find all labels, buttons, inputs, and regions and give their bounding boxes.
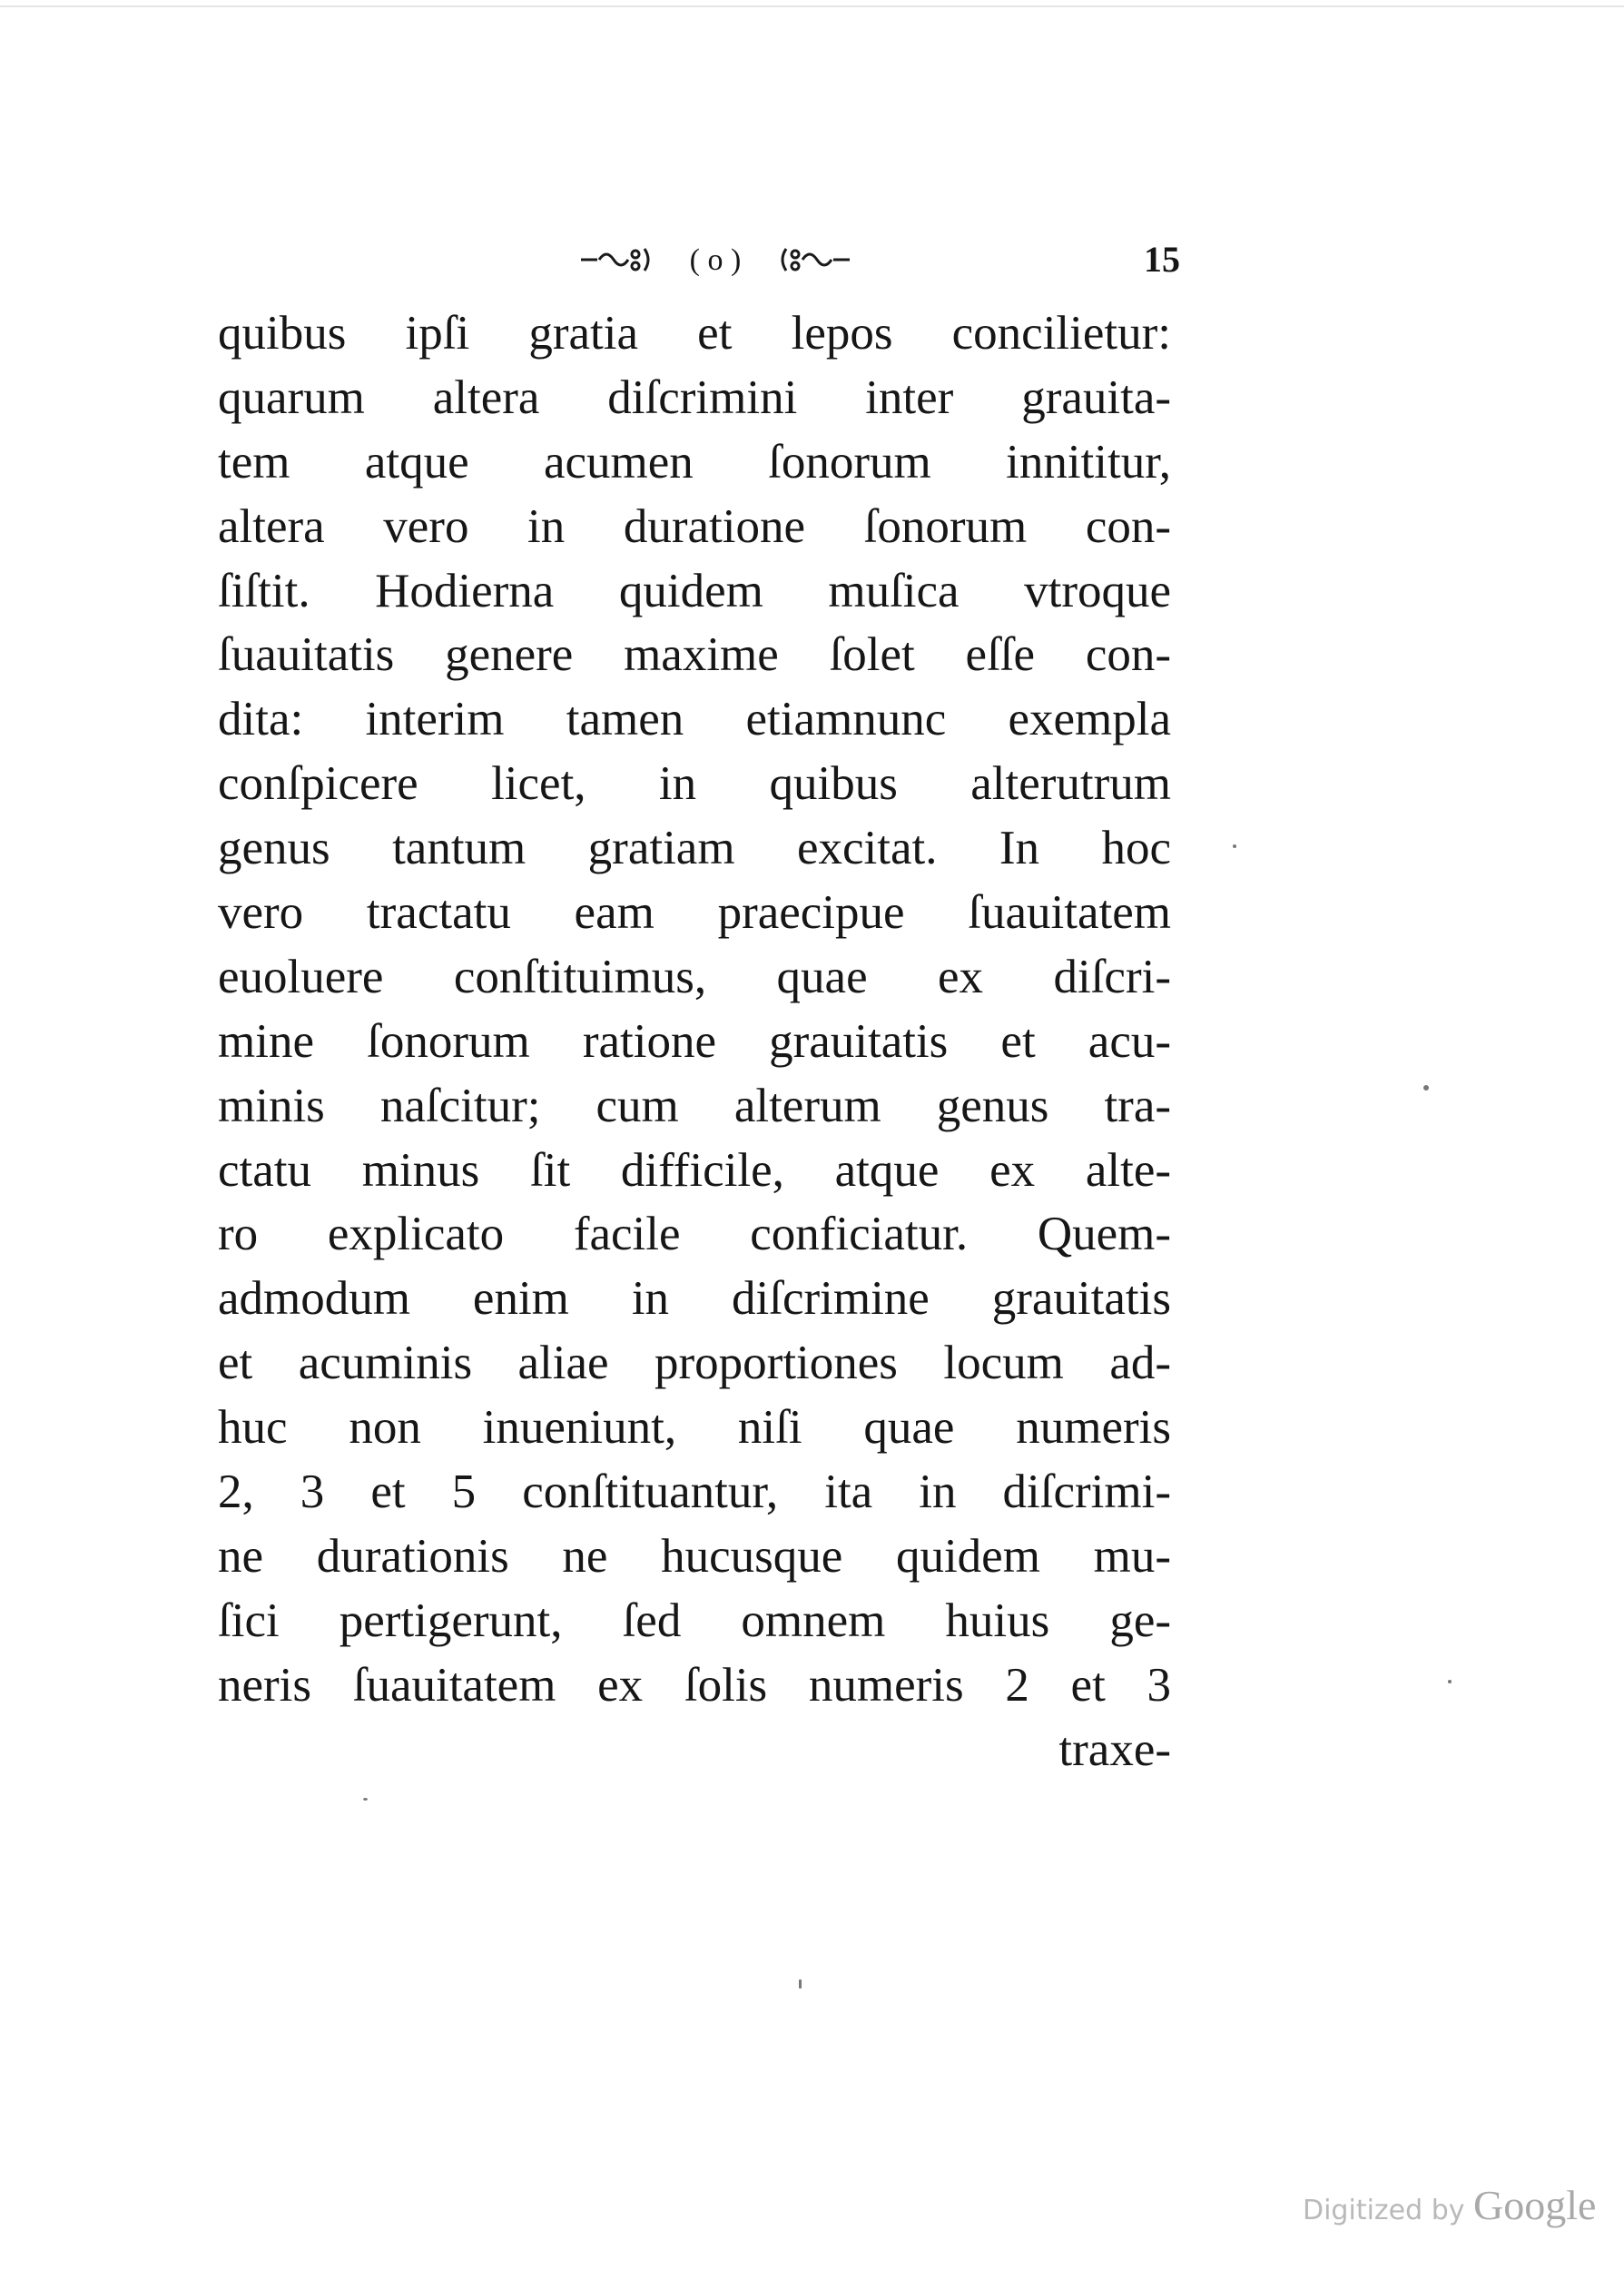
body-text	[218, 301, 1171, 1781]
text-line: quibus ipſi gratia et lepos concilietur:	[218, 307, 1171, 360]
text-line: huc non inueniunt, niſi quae numeris	[218, 1401, 1171, 1455]
digitization-watermark	[1303, 2181, 1596, 2229]
text-line: dita: interim tamen etiamnunc exempla	[218, 693, 1171, 746]
text-line: ne durationis ne hucusque quidem mu-	[218, 1529, 1171, 1583]
text-line: ſuauitatis genere maxime ſolet eſſe con-	[218, 628, 1171, 682]
header-ornament	[579, 242, 851, 278]
text-line: ro explicato facile conficiatur. Quem-	[218, 1208, 1171, 1261]
text-line: ſiſtit. Hodierna quidem muſica vtroque	[218, 564, 1171, 617]
text-line: altera vero in duratione ſonorum con-	[218, 499, 1171, 553]
text-line: ſici pertigerunt, ſed omnem huius ge-	[218, 1594, 1171, 1647]
paper-speck	[363, 1798, 368, 1801]
text-line: genus tantum gratiam excitat. In hoc	[218, 822, 1171, 875]
text-line: 2, 3 et 5 conſtituantur, ita in diſcrimi-	[218, 1466, 1171, 1519]
text-line: euoluere conſtituimus, quae ex diſcri-	[218, 950, 1171, 1003]
text-line: vero tractatu eam praecipue ſuauitatem	[218, 886, 1171, 940]
text-line: et acuminis aliae proportiones locum ad-	[218, 1337, 1171, 1390]
scan-edge	[0, 5, 1624, 7]
paper-speck	[1448, 1680, 1452, 1683]
paper-speck	[1233, 844, 1236, 848]
page-number: 15	[1144, 239, 1180, 280]
text-line: tem atque acumen ſonorum innititur,	[218, 435, 1171, 489]
text-line: conſpicere licet, in quibus alterutrum	[218, 757, 1171, 811]
watermark-prefix: Digitized by	[1303, 2195, 1465, 2226]
text-line: quarum altera diſcrimini inter grauita-	[218, 370, 1171, 424]
watermark-brand: Google	[1473, 2182, 1597, 2228]
text-line: admodum enim in diſcrimine grauitatis	[218, 1272, 1171, 1326]
text-line: neris ſuauitatem ex ſolis numeris 2 et 3	[218, 1658, 1171, 1712]
running-header	[563, 238, 1180, 281]
text-line: mine ſonorum ratione grauitatis et acu-	[218, 1014, 1171, 1068]
catchword: traxe-	[1058, 1722, 1171, 1776]
text-line: minis naſcitur; cum alterum genus tra-	[218, 1079, 1171, 1132]
paper-speck	[799, 1979, 802, 1989]
header-ornament-text: ( o )	[689, 243, 742, 277]
paper-speck	[1423, 1085, 1429, 1091]
text-line: ctatu minus ſit difficile, atque ex alte-	[218, 1143, 1171, 1197]
